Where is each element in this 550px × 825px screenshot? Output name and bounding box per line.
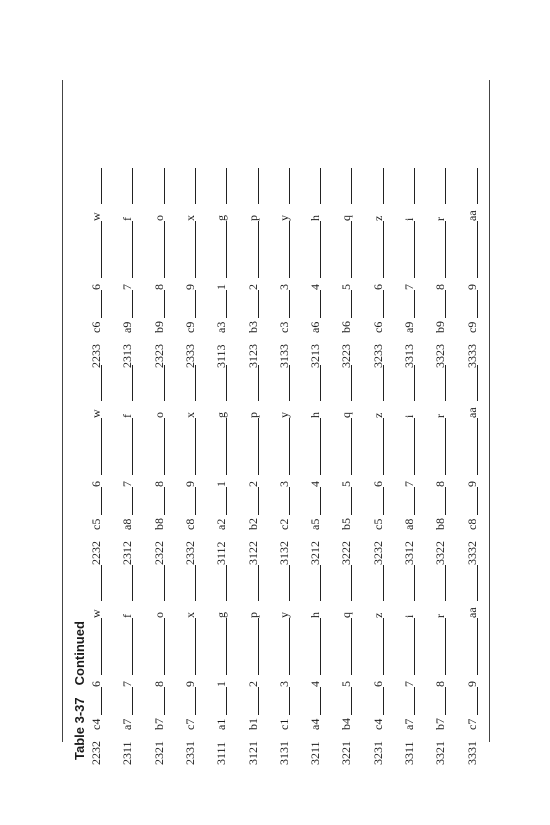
blank-line	[164, 168, 165, 204]
row-letter: w	[89, 409, 103, 418]
row-letter: z	[370, 612, 385, 618]
blank-line	[164, 221, 165, 278]
blank-line	[477, 618, 478, 675]
row-sub: a8	[120, 518, 135, 530]
blank-line	[226, 418, 227, 475]
blank-line	[477, 221, 478, 278]
row-num: 2	[245, 681, 260, 687]
blank-line	[445, 618, 446, 675]
row-num: 6	[370, 284, 385, 290]
blank-line	[132, 487, 133, 515]
row-code: 2232	[89, 541, 103, 565]
blank-line	[445, 365, 446, 401]
row-num: 3	[276, 681, 291, 687]
row-letter: x	[182, 215, 197, 221]
row-sub: a8	[402, 518, 416, 530]
row-num: 7	[402, 681, 416, 687]
table-label: Table 3-37	[72, 697, 87, 760]
row-sub: a3	[214, 321, 229, 333]
blank-line	[132, 418, 133, 475]
blank-line	[445, 687, 446, 715]
blank-line	[164, 365, 165, 401]
row-sub: c4	[89, 718, 103, 730]
blank-line	[477, 487, 478, 515]
row-sub: c5	[89, 518, 103, 530]
row-num: 4	[308, 284, 323, 290]
blank-line	[164, 418, 165, 475]
blank-line	[445, 290, 446, 318]
row-num: 6	[89, 481, 103, 487]
blank-line	[289, 365, 290, 401]
row-code: 2331	[182, 741, 197, 765]
blank-line	[320, 687, 321, 715]
row-code: 3333	[464, 344, 479, 368]
row-code: 3212	[308, 541, 323, 565]
row-sub: b5	[339, 518, 354, 530]
row-sub: a6	[308, 321, 323, 333]
blank-line	[320, 418, 321, 475]
row-sub: c2	[276, 518, 291, 530]
row-num: 6	[89, 284, 103, 290]
row-sub: a4	[308, 718, 323, 730]
blank-line	[195, 687, 196, 715]
row-code: 2322	[151, 541, 166, 565]
row-code: 3223	[339, 344, 354, 368]
row-code: 3211	[308, 741, 323, 765]
blank-line	[101, 418, 102, 475]
blank-line	[258, 687, 259, 715]
blank-line	[414, 221, 415, 278]
row-sub: c7	[464, 718, 479, 730]
row-letter: p	[245, 412, 260, 418]
blank-line	[320, 221, 321, 278]
blank-line	[383, 487, 384, 515]
row-sub: a7	[120, 718, 135, 730]
blank-line	[414, 418, 415, 475]
row-letter: p	[245, 215, 260, 221]
row-num: 7	[120, 681, 135, 687]
blank-line	[351, 168, 352, 204]
blank-line	[320, 487, 321, 515]
row-code: 3231	[370, 741, 385, 765]
row-sub: b8	[151, 518, 166, 530]
row-num: 9	[182, 284, 197, 290]
row-letter: y	[276, 412, 291, 418]
row-letter: r	[433, 217, 448, 221]
row-sub: c9	[464, 321, 479, 333]
blank-line	[414, 618, 415, 675]
row-sub: c8	[464, 518, 479, 530]
row-sub: b2	[245, 518, 260, 530]
row-letter: aa	[464, 407, 479, 418]
blank-line	[414, 565, 415, 601]
table-continued: Continued	[72, 621, 87, 686]
row-sub: c7	[182, 718, 197, 730]
row-sub: b8	[433, 518, 448, 530]
blank-line	[351, 618, 352, 675]
row-letter: z	[370, 412, 385, 418]
blank-line	[351, 221, 352, 278]
blank-line	[101, 168, 102, 204]
blank-line	[195, 365, 196, 401]
row-letter: i	[402, 614, 416, 618]
blank-line	[477, 687, 478, 715]
blank-line	[351, 565, 352, 601]
blank-line	[351, 290, 352, 318]
blank-line	[445, 565, 446, 601]
row-sub: c3	[276, 321, 291, 333]
blank-line	[132, 365, 133, 401]
row-num: 9	[464, 481, 479, 487]
row-sub: a2	[214, 518, 229, 530]
blank-line	[477, 168, 478, 204]
blank-line	[414, 687, 415, 715]
row-code: 3111	[214, 741, 229, 765]
blank-line	[320, 290, 321, 318]
row-code: 3122	[245, 541, 260, 565]
row-num: 6	[89, 681, 103, 687]
blank-line	[445, 487, 446, 515]
row-code: 3311	[402, 741, 416, 765]
row-code: 3331	[464, 741, 479, 765]
blank-line	[258, 418, 259, 475]
row-num: 9	[182, 681, 197, 687]
row-code: 3113	[214, 344, 229, 368]
row-letter: w	[89, 609, 103, 618]
blank-line	[195, 290, 196, 318]
blank-line	[445, 168, 446, 204]
blank-line	[351, 365, 352, 401]
row-num: 5	[339, 681, 354, 687]
blank-line	[383, 365, 384, 401]
blank-line	[477, 418, 478, 475]
row-code: 2333	[182, 344, 197, 368]
row-code: 3121	[245, 741, 260, 765]
blank-line	[164, 487, 165, 515]
row-letter: h	[308, 412, 323, 418]
row-code: 3323	[433, 344, 448, 368]
row-code: 2232	[89, 741, 103, 765]
blank-line	[101, 687, 102, 715]
row-code: 2323	[151, 344, 166, 368]
row-num: 5	[339, 481, 354, 487]
blank-line	[258, 221, 259, 278]
row-letter: o	[151, 412, 166, 418]
row-num: 7	[402, 284, 416, 290]
row-code: 3313	[402, 344, 416, 368]
row-num: 6	[370, 681, 385, 687]
row-letter: x	[182, 412, 197, 418]
row-num: 4	[308, 681, 323, 687]
blank-line	[414, 168, 415, 204]
row-letter: q	[339, 215, 354, 221]
blank-line	[383, 221, 384, 278]
row-sub: b4	[339, 718, 354, 730]
row-code: 2233	[89, 344, 103, 368]
row-num: 4	[308, 481, 323, 487]
blank-line	[226, 687, 227, 715]
row-num: 7	[120, 481, 135, 487]
blank-line	[101, 565, 102, 601]
blank-line	[132, 618, 133, 675]
row-code: 2313	[120, 344, 135, 368]
blank-line	[320, 565, 321, 601]
row-code: 3232	[370, 541, 385, 565]
blank-line	[320, 168, 321, 204]
row-sub: b7	[151, 718, 166, 730]
row-sub: a9	[120, 321, 135, 333]
row-letter: z	[370, 215, 385, 221]
blank-line	[226, 365, 227, 401]
row-letter: f	[120, 614, 135, 618]
row-code: 3233	[370, 344, 385, 368]
row-code: 3221	[339, 741, 354, 765]
row-num: 5	[339, 284, 354, 290]
blank-line	[226, 221, 227, 278]
row-sub: b9	[151, 321, 166, 333]
blank-line	[289, 418, 290, 475]
blank-line	[258, 290, 259, 318]
blank-line	[258, 565, 259, 601]
row-letter: o	[151, 215, 166, 221]
row-sub: b9	[433, 321, 448, 333]
blank-line	[414, 290, 415, 318]
row-letter: y	[276, 612, 291, 618]
row-sub: a9	[402, 321, 416, 333]
blank-line	[226, 290, 227, 318]
blank-line	[289, 487, 290, 515]
row-num: 8	[151, 284, 166, 290]
row-num: 1	[214, 284, 229, 290]
blank-line	[164, 565, 165, 601]
row-code: 2311	[120, 741, 135, 765]
row-sub: a1	[214, 718, 229, 730]
blank-line	[226, 168, 227, 204]
row-num: 9	[464, 681, 479, 687]
table-caption	[72, 621, 87, 760]
blank-line	[289, 565, 290, 601]
blank-line	[132, 687, 133, 715]
row-num: 9	[182, 481, 197, 487]
row-letter: r	[433, 414, 448, 418]
row-letter: g	[214, 215, 229, 221]
row-num: 9	[464, 284, 479, 290]
row-num: 3	[276, 481, 291, 487]
row-letter: q	[339, 612, 354, 618]
row-letter: r	[433, 614, 448, 618]
row-num: 8	[151, 481, 166, 487]
blank-line	[258, 618, 259, 675]
row-letter: h	[308, 215, 323, 221]
row-sub: b3	[245, 321, 260, 333]
blank-line	[320, 365, 321, 401]
row-letter: g	[214, 612, 229, 618]
row-num: 7	[120, 284, 135, 290]
page-left-rule	[62, 80, 63, 742]
row-code: 3133	[276, 344, 291, 368]
row-letter: h	[308, 612, 323, 618]
blank-line	[414, 365, 415, 401]
row-sub: a7	[402, 718, 416, 730]
row-num: 8	[433, 681, 448, 687]
blank-line	[258, 365, 259, 401]
row-num: 2	[245, 481, 260, 487]
blank-line	[383, 290, 384, 318]
blank-line	[164, 618, 165, 675]
row-num: 1	[214, 681, 229, 687]
row-sub: c1	[276, 718, 291, 730]
row-letter: f	[120, 414, 135, 418]
blank-line	[101, 221, 102, 278]
blank-line	[477, 565, 478, 601]
blank-line	[289, 687, 290, 715]
row-letter: f	[120, 217, 135, 221]
blank-line	[226, 618, 227, 675]
blank-line	[445, 221, 446, 278]
blank-line	[258, 487, 259, 515]
row-sub: b1	[245, 718, 260, 730]
row-num: 2	[245, 284, 260, 290]
row-code: 3131	[276, 741, 291, 765]
row-num: 6	[370, 481, 385, 487]
row-code: 3322	[433, 541, 448, 565]
row-num: 1	[214, 481, 229, 487]
row-num: 7	[402, 481, 416, 487]
row-sub: c4	[370, 718, 385, 730]
row-num: 8	[151, 681, 166, 687]
blank-line	[226, 487, 227, 515]
row-sub: c6	[89, 321, 103, 333]
row-code: 3132	[276, 541, 291, 565]
blank-line	[445, 418, 446, 475]
row-letter: aa	[464, 210, 479, 221]
blank-line	[101, 487, 102, 515]
row-code: 3123	[245, 344, 260, 368]
blank-line	[132, 221, 133, 278]
blank-line	[383, 565, 384, 601]
row-code: 3213	[308, 344, 323, 368]
blank-line	[195, 618, 196, 675]
blank-line	[195, 565, 196, 601]
row-letter: i	[402, 217, 416, 221]
row-letter: w	[89, 212, 103, 221]
row-code: 3312	[402, 541, 416, 565]
blank-line	[195, 168, 196, 204]
row-letter: i	[402, 414, 416, 418]
blank-line	[351, 687, 352, 715]
row-sub: b6	[339, 321, 354, 333]
row-code: 2321	[151, 741, 166, 765]
blank-line	[477, 365, 478, 401]
row-num: 3	[276, 284, 291, 290]
blank-line	[132, 168, 133, 204]
blank-line	[383, 418, 384, 475]
blank-line	[101, 290, 102, 318]
row-code: 3112	[214, 541, 229, 565]
blank-line	[383, 687, 384, 715]
blank-line	[289, 221, 290, 278]
row-code: 3321	[433, 741, 448, 765]
blank-line	[195, 418, 196, 475]
row-letter: p	[245, 612, 260, 618]
row-code: 3222	[339, 541, 354, 565]
blank-line	[164, 290, 165, 318]
row-sub: c8	[182, 518, 197, 530]
row-letter: aa	[464, 607, 479, 618]
blank-line	[132, 290, 133, 318]
row-num: 8	[433, 481, 448, 487]
row-letter: o	[151, 612, 166, 618]
blank-line	[351, 487, 352, 515]
blank-line	[383, 618, 384, 675]
blank-line	[477, 290, 478, 318]
blank-line	[101, 365, 102, 401]
row-code: 2312	[120, 541, 135, 565]
blank-line	[320, 618, 321, 675]
blank-line	[226, 565, 227, 601]
row-code: 3332	[464, 541, 479, 565]
blank-line	[258, 168, 259, 204]
blank-line	[289, 290, 290, 318]
blank-line	[414, 487, 415, 515]
blank-line	[132, 565, 133, 601]
row-letter: q	[339, 412, 354, 418]
blank-line	[289, 618, 290, 675]
blank-line	[289, 168, 290, 204]
row-letter: x	[182, 612, 197, 618]
row-code: 2332	[182, 541, 197, 565]
blank-line	[351, 418, 352, 475]
row-num: 8	[433, 284, 448, 290]
row-sub: c5	[370, 518, 385, 530]
page-right-rule	[489, 80, 490, 742]
row-sub: c9	[182, 321, 197, 333]
blank-line	[195, 487, 196, 515]
blank-line	[195, 221, 196, 278]
row-letter: y	[276, 215, 291, 221]
blank-line	[383, 168, 384, 204]
row-letter: g	[214, 412, 229, 418]
row-sub: b7	[433, 718, 448, 730]
blank-line	[101, 618, 102, 675]
row-sub: a5	[308, 518, 323, 530]
blank-line	[164, 687, 165, 715]
row-sub: c6	[370, 321, 385, 333]
